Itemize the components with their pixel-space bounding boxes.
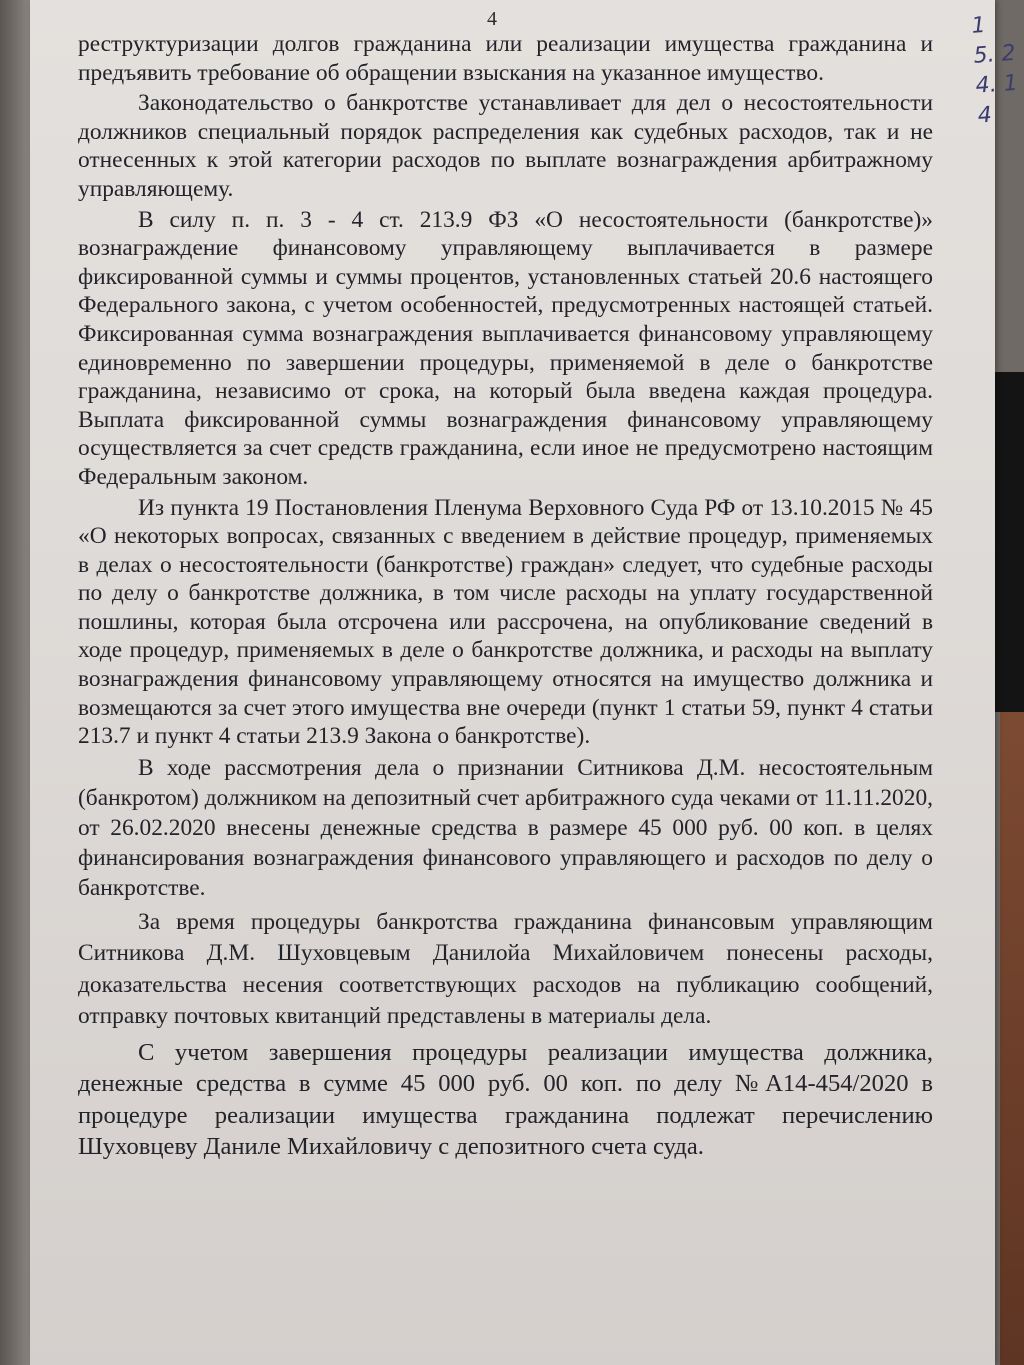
paragraph-1: реструктуризации долгов гражданина или реализации имущества гражданина и предъявить требование об обращении взыскания на указанное имущество.	[78, 31, 933, 86]
paragraph-2: Законодательство о банкротстве устанавливает для дел о несостоятельности должников специальный порядок распределения как судебных расходов, так и не отнесенных к этой категории расходов по выплате вознаграждения арбитражному управляющему.	[78, 90, 933, 202]
document-body	[78, 30, 933, 1165]
paragraph-6: За время процедуры банкротства гражданина финансовым управляющим Ситникова Д.М. Шуховцевым Данилойа Михайловичем понесены расходы, доказательства несения соответствующих расходов на публикацию сообщений, отправку почтовых квитанций представлены в материалы дела.	[78, 908, 933, 1030]
page-number: 4	[487, 8, 497, 30]
margin-note: 4. 1	[974, 70, 1019, 99]
paragraph-5: В ходе рассмотрения дела о признании Ситникова Д.М. несостоятельным (банкротом) должником на депозитный счет арбитражного суда чеками от 11.11.2020, от 26.02.2020 внесены денежные средства в размере 45 000 руб. 00 коп. в целях финансирования вознаграждения финансового управляющего и расходов по делу о банкротстве.	[78, 754, 933, 901]
paragraph-7: С учетом завершения процедуры реализации имущества должника, денежные средства в сумме 45 000 руб. 00 коп. по делу №А14-454/2020 в процедуре реализации имущества гражданина подлежат перечислению Шуховцеву Даниле Михайловичу с депозитного счета суда.	[78, 1038, 933, 1161]
margin-note: 1	[970, 12, 987, 39]
desk-background-left	[0, 0, 30, 1365]
desk-background-wood	[1000, 712, 1024, 1365]
margin-note: 5. 2	[972, 40, 1017, 69]
handwritten-margin-notes	[971, 8, 1024, 141]
margin-note: 4	[976, 102, 993, 129]
paragraph-4: Из пункта 19 Постановления Пленума Верховного Суда РФ от 13.10.2015 № 45 «О некоторых вопросах, связанных с введением в действие процедур, применяемых в делах о несостоятельности (банкротстве) граждан» следует, что судебные расходы по делу о банкротстве должника, в том числе расходы на уплату государственной пошлины, которая была отсрочена или рассрочена, на опубликование сведений в ходе процедур, применяемых в деле о банкротстве должника, и расходы на выплату вознаграждения финансовому управляющему относятся на имущество должника и возмещаются за счет этого имущества вне очереди (пункт 1 статьи 59, пункт 4 статьи 213.7 и пункт 4 статьи 213.9 Закона о банкротстве).	[78, 494, 933, 750]
document-page	[30, 0, 995, 1365]
paragraph-3: В силу п. п. 3 - 4 ст. 213.9 ФЗ «О несостоятельности (банкротстве)» вознаграждение финансовому управляющему выплачивается в размере фиксированной суммы и суммы процентов, установленных статьей 20.6 настоящего Федерального закона, с учетом особенностей, предусмотренных настоящей статьей. Фиксированная сумма вознаграждения выплачивается финансовому управляющему единовременно по завершении процедуры, применяемой в деле о банкротстве гражданина, независимо от срока, на который была введена каждая процедура. Выплата фиксированной суммы вознаграждения финансовому управляющему осуществляется за счет средств гражданина, если иное не предусмотрено настоящим Федеральным законом.	[78, 206, 933, 490]
